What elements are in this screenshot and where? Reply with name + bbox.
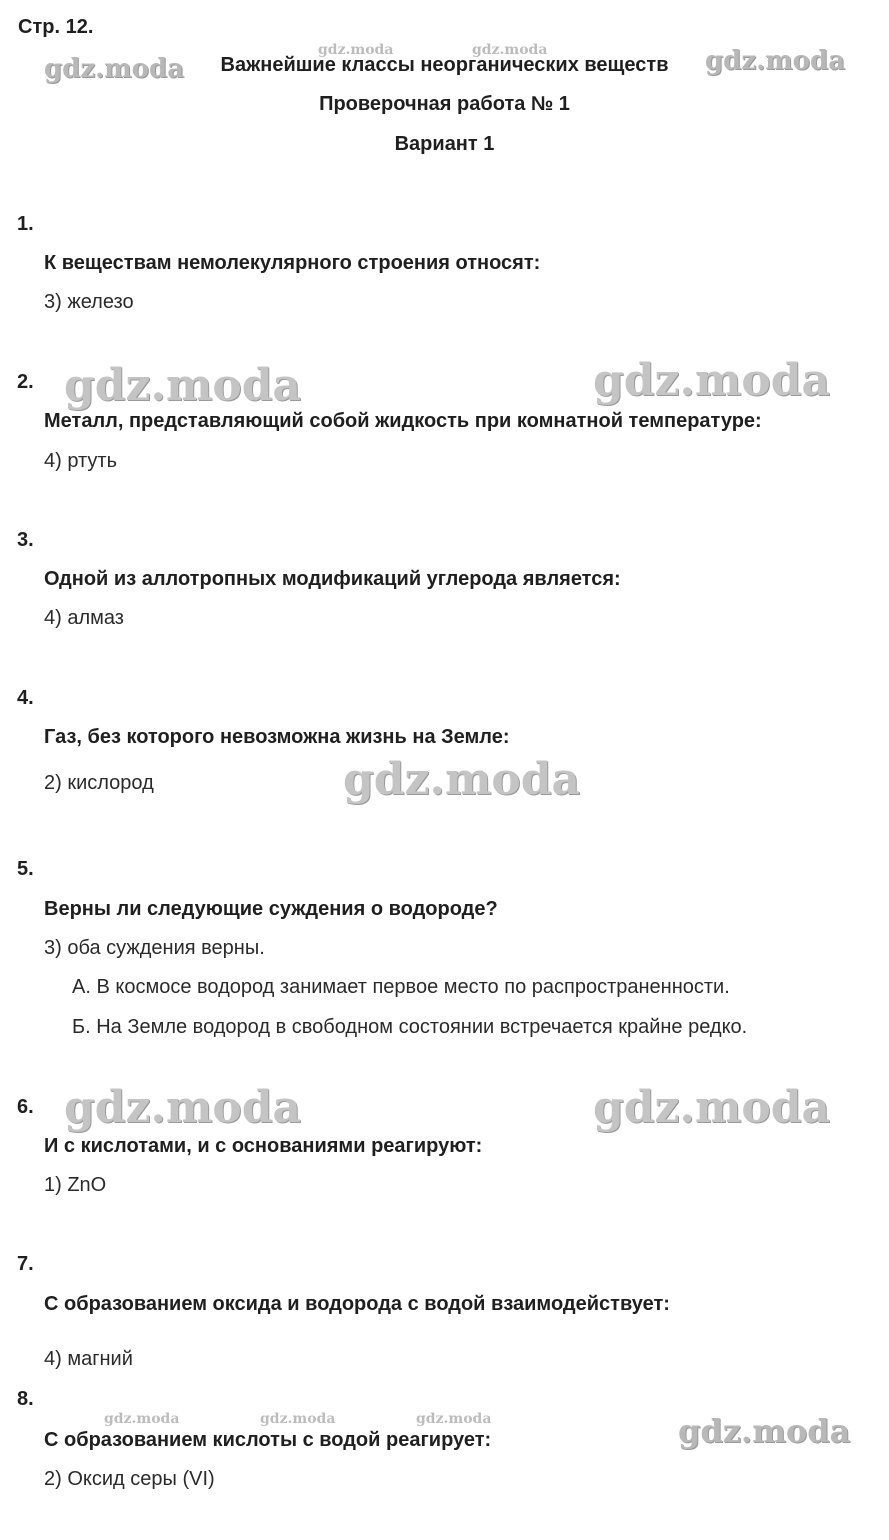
answer-text: 3) железо: [44, 291, 134, 313]
question-text: Газ, без которого невозможна жизнь на Земле:: [44, 726, 510, 748]
watermark-logo: gdz.moda: [593, 355, 831, 406]
question-number: 2.: [17, 371, 34, 393]
watermark-logo: gdz.moda: [318, 42, 394, 58]
watermark-logo: gdz.moda: [416, 1411, 492, 1427]
question-text: И с кислотами, и с основаниями реагируют:: [44, 1135, 483, 1157]
watermark-logo: gdz.moda: [593, 1082, 831, 1133]
watermark-logo: gdz.moda: [472, 42, 548, 58]
question-text: К веществам немолекулярного строения относят:: [44, 252, 541, 274]
answer-text: 2) Оксид серы (VI): [44, 1468, 215, 1490]
question-number: 7.: [17, 1253, 34, 1275]
watermark-logo: gdz.moda: [104, 1411, 180, 1427]
question-text: С образованием оксида и водорода с водой взаимодействует:: [44, 1293, 670, 1315]
watermark-logo: gdz.moda: [260, 1411, 336, 1427]
watermark-logo: gdz.moda: [705, 46, 846, 76]
statement-a: А. В космосе водород занимает первое место по распространенности.: [72, 976, 730, 998]
variant-label: Вариант 1: [394, 133, 495, 155]
document-title: Важнейшие классы неорганических веществ: [220, 54, 669, 76]
watermark-logo: gdz.moda: [678, 1412, 851, 1450]
question-number: 3.: [17, 529, 34, 551]
answer-text: 4) алмаз: [44, 607, 124, 629]
answer-text: 1) ZnO: [44, 1174, 107, 1196]
answer-text: 2) кислород: [44, 772, 154, 794]
page-number: Стр. 12.: [18, 16, 94, 38]
question-text: Верны ли следующие суждения о водороде?: [44, 898, 498, 920]
watermark-logo: gdz.moda: [64, 1082, 302, 1133]
question-number: 5.: [17, 858, 34, 880]
watermark-logo: gdz.moda: [64, 360, 302, 411]
document-subtitle: Проверочная работа № 1: [319, 93, 570, 115]
answer-text: 3) оба суждения верны.: [44, 937, 265, 959]
question-number: 1.: [17, 213, 34, 235]
statement-b: Б. На Земле водород в свободном состоянии встречается крайне редко.: [72, 1016, 748, 1038]
answer-text: 4) магний: [44, 1348, 133, 1370]
watermark-logo: gdz.moda: [44, 54, 185, 84]
answer-text: 4) ртуть: [44, 450, 117, 472]
question-number: 4.: [17, 687, 34, 709]
question-number: 8.: [17, 1388, 34, 1410]
question-text: Металл, представляющий собой жидкость при комнатной температуре:: [44, 410, 762, 432]
question-text: Одной из аллотропных модификаций углерода является:: [44, 568, 621, 590]
question-number: 6.: [17, 1096, 34, 1118]
watermark-logo: gdz.moda: [343, 754, 581, 805]
question-text: С образованием кислоты с водой реагирует:: [44, 1429, 492, 1451]
